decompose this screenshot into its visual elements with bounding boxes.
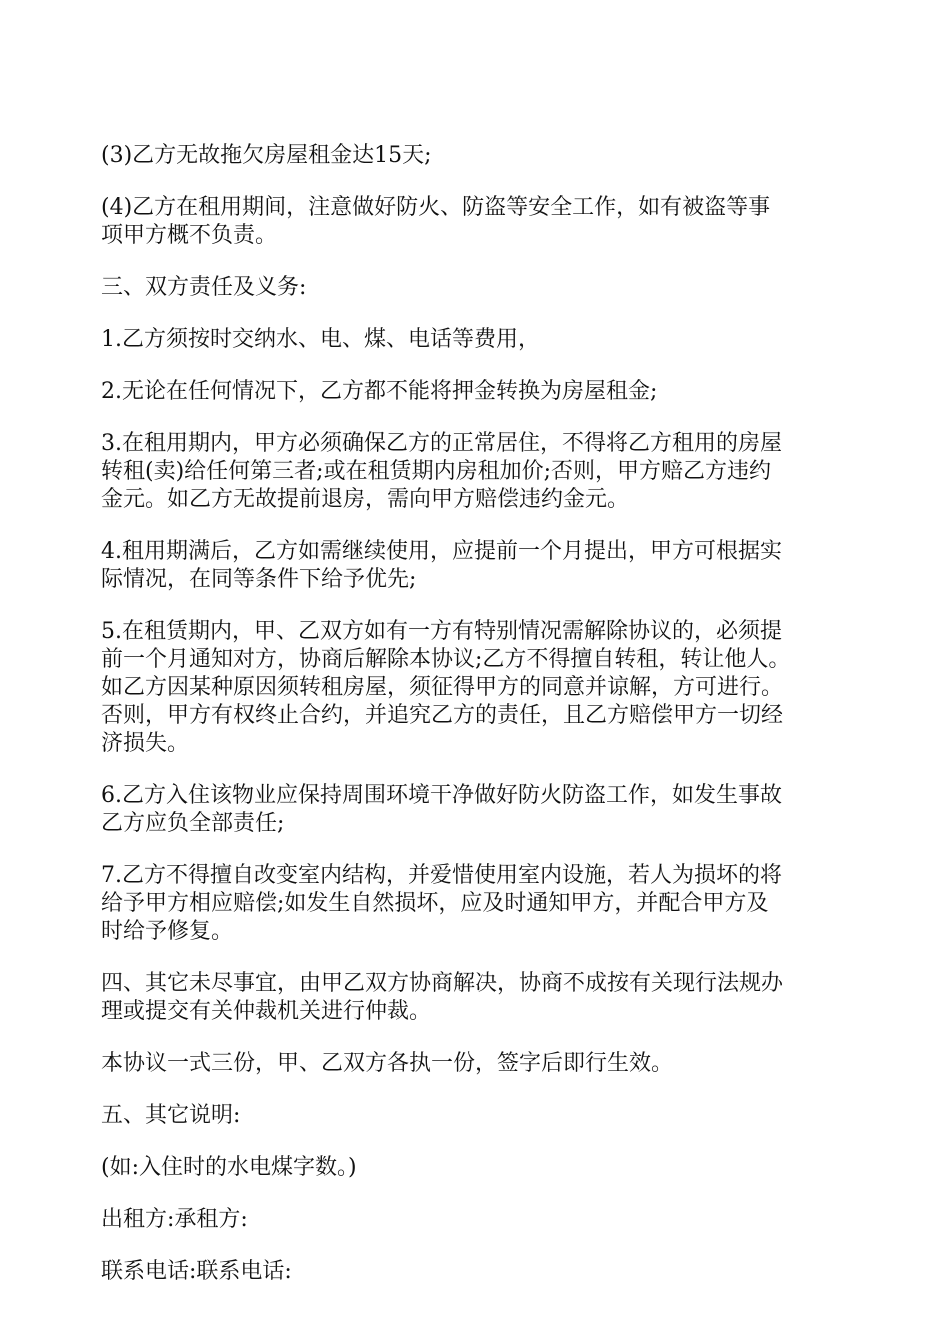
duty-2-deposit: 2.无论在任何情况下，乙方都不能将押金转换为房屋租金; [101, 379, 658, 404]
signature-parties: 出租方:承租方: [101, 1207, 248, 1232]
contact-phones: 联系电话:联系电话: [101, 1259, 292, 1284]
duty-1-fees: 1.乙方须按时交纳水、电、煤、电话等费用， [101, 327, 540, 352]
section-3-heading: 三、双方责任及义务: [101, 275, 307, 300]
duty-3-sublease: 3.在租用期内，甲方必须确保乙方的正常居住，不得将乙方租用的房屋 转租(卖)给任何第三者;或在租赁期内房租加价;否则，甲方赔乙方违约 金元。如乙方无故提前退房，需向甲方赔偿违约金元。 [101, 431, 782, 512]
clause-4-safety: (4)乙方在租用期间，注意做好防火、防盗等安全工作，如有被盗等事 项甲方概不负责。 [101, 195, 771, 248]
clause-3-overdue-rent: (3)乙方无故拖欠房屋租金达15天; [101, 143, 432, 168]
section-5-heading: 五、其它说明: [101, 1103, 241, 1128]
duty-6-environment: 6.乙方入住该物业应保持周围环境干净做好防火防盗工作，如发生事故 乙方应负全部责任; [101, 783, 782, 836]
document-page [101, 142, 861, 1310]
copies-clause: 本协议一式三份，甲、乙双方各执一份，签字后即行生效。 [101, 1051, 674, 1076]
section-4-other-matters: 四、其它未尽事宜，由甲乙双方协商解决，协商不成按有关现行法规办 理或提交有关仲裁机关进行仲裁。 [101, 971, 784, 1024]
section-5-note: (如:入住时的水电煤字数。) [101, 1155, 357, 1180]
duty-7-structure: 7.乙方不得擅自改变室内结构，并爱惜使用室内设施，若人为损坏的将 给予甲方相应赔偿;如发生自然损坏，应及时通知甲方，并配合甲方及 时给予修复。 [101, 863, 782, 944]
duty-5-termination: 5.在租赁期内，甲、乙双方如有一方有特别情况需解除协议的，必须提 前一个月通知对方，协商后解除本协议;乙方不得擅自转租，转让他人。 如乙方因某种原因须转租房屋，须征得甲方的同意并谅解，方可进行。 否则，甲方有权终止合约，并追究乙方的责任，且乙方赔偿甲方一切经 济损失。 [101, 619, 791, 756]
duty-4-renewal: 4.租用期满后，乙方如需继续使用，应提前一个月提出，甲方可根据实 际情况，在同等条件下给予优先; [101, 539, 782, 592]
